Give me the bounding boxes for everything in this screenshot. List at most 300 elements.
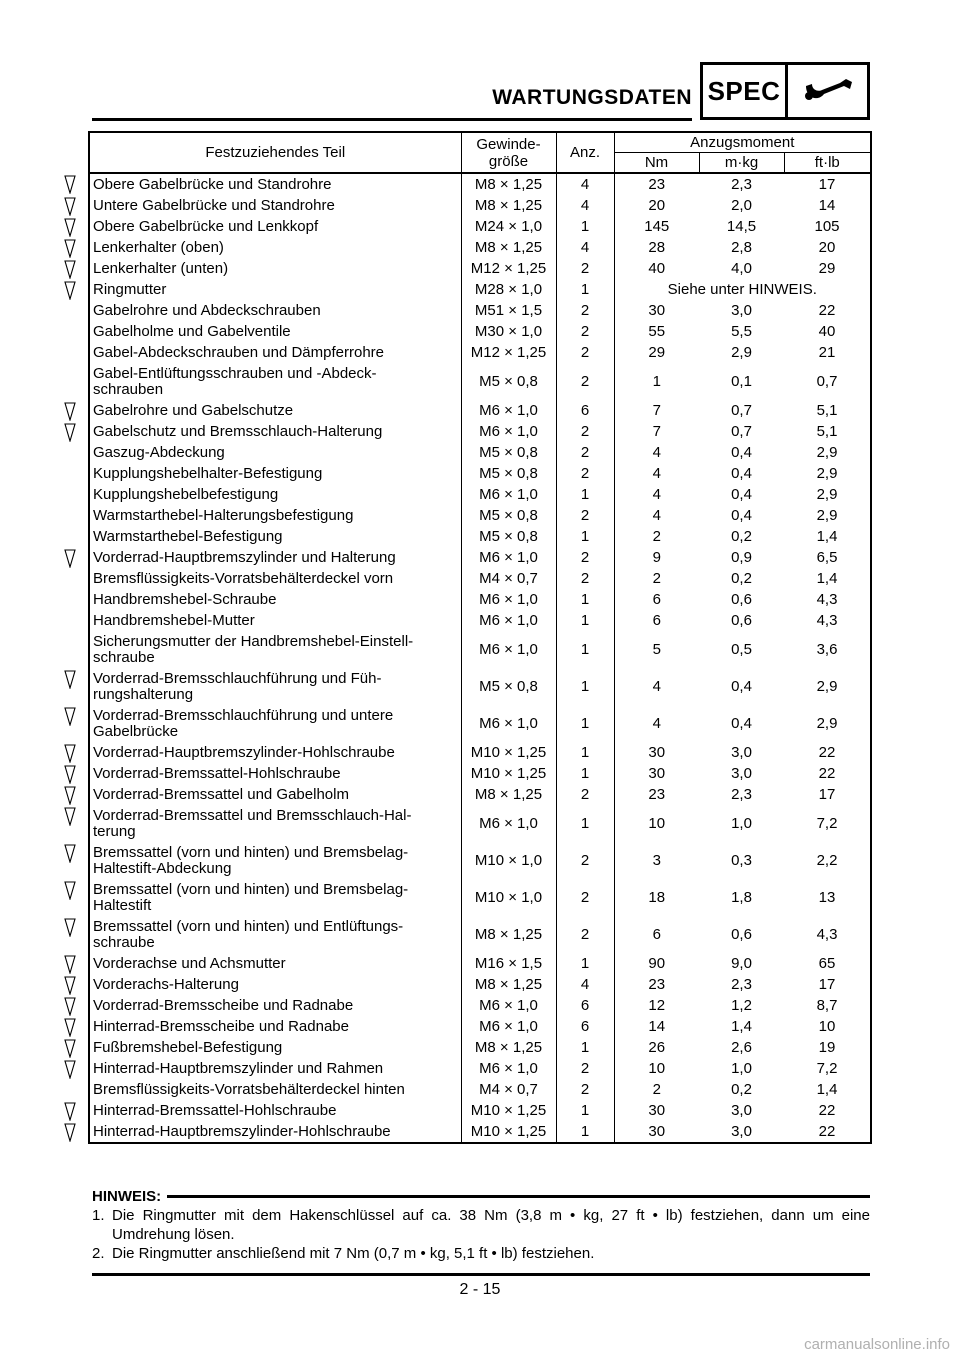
spec-badge <box>700 62 870 120</box>
table-row <box>89 526 871 547</box>
table-row <box>89 216 871 237</box>
thread-size: M5 × 0,8 <box>461 442 556 463</box>
quantity: 4 <box>556 195 614 216</box>
thread-size: M8 × 1,25 <box>461 974 556 995</box>
torque-nm: 2 <box>652 1080 661 1098</box>
table-row <box>89 505 871 526</box>
torque-mkg: 0,2 <box>731 527 752 545</box>
hinweis-header <box>92 1187 870 1206</box>
footer-rule <box>92 1273 870 1276</box>
thread-size: M5 × 0,8 <box>461 463 556 484</box>
part-name: Bremssattel (vorn und hinten) und Bremsbelag- Haltestift-Abdeckung <box>89 842 461 879</box>
torque-ftlb: 2,9 <box>816 485 838 503</box>
header-qty: Anz. <box>556 132 614 173</box>
quantity: 1 <box>556 216 614 237</box>
locktite-triangle-icon <box>58 175 88 195</box>
torque-mkg: 2,0 <box>731 196 752 214</box>
torque-ftlb: 2,9 <box>816 464 838 482</box>
torque-table <box>88 131 872 1144</box>
torque-nm: 14 <box>648 1017 666 1035</box>
torque-mkg: 0,5 <box>731 640 752 658</box>
thread-size: M6 × 1,0 <box>461 421 556 442</box>
part-name: Gabelholme und Gabelventile <box>89 321 461 342</box>
thread-size: M6 × 1,0 <box>461 589 556 610</box>
thread-size: M8 × 1,25 <box>461 784 556 805</box>
wrench-icon <box>788 65 867 117</box>
part-name: Handbremshebel-Schraube <box>89 589 461 610</box>
torque-mkg: 3,0 <box>731 301 752 319</box>
locktite-triangle-icon <box>58 955 88 975</box>
thread-size: M6 × 1,0 <box>461 547 556 568</box>
table-row <box>89 1037 871 1058</box>
table-row <box>89 1058 871 1079</box>
quantity: 2 <box>556 505 614 526</box>
torque-mkg: 0,4 <box>731 464 752 482</box>
torque-ftlb: 22 <box>818 1122 836 1140</box>
locktite-triangle-icon <box>58 260 88 280</box>
quantity: 2 <box>556 363 614 400</box>
torque-mkg: 2,9 <box>731 343 752 361</box>
table-row <box>89 742 871 763</box>
thread-size: M6 × 1,0 <box>461 805 556 842</box>
torque-nm: 90 <box>648 954 666 972</box>
torque-nm: 30 <box>648 1122 666 1140</box>
torque-nm: 4 <box>652 714 661 732</box>
note-number: 2. <box>92 1245 105 1262</box>
table-row <box>89 442 871 463</box>
part-name: Handbremshebel-Mutter <box>89 610 461 631</box>
torque-nm: 30 <box>648 301 666 319</box>
table-row <box>89 805 871 842</box>
torque-ftlb: 10 <box>818 1017 836 1035</box>
table-row <box>89 195 871 216</box>
thread-size: M10 × 1,25 <box>461 742 556 763</box>
torque-mkg: 5,5 <box>731 322 752 340</box>
part-name: Lenkerhalter (oben) <box>89 237 461 258</box>
torque-ftlb: 4,3 <box>816 611 838 629</box>
part-name: Hinterrad-Bremsscheibe und Radnabe <box>89 1016 461 1037</box>
thread-size: M6 × 1,0 <box>461 995 556 1016</box>
part-name: Vorderrad-Bremssattel und Gabelholm <box>89 784 461 805</box>
torque-mkg: 1,8 <box>731 888 752 906</box>
part-name: Bremssattel (vorn und hinten) und Bremsbelag- Haltestift <box>89 879 461 916</box>
table-row <box>89 879 871 916</box>
torque-nm: 4 <box>652 443 661 461</box>
thread-size: M8 × 1,25 <box>461 1037 556 1058</box>
watermark: carmanualsonline.info <box>804 1336 950 1353</box>
part-name: Sicherungsmutter der Handbremshebel-Einstell- schraube <box>89 631 461 668</box>
quantity: 1 <box>556 631 614 668</box>
table-row <box>89 421 871 442</box>
thread-size: M8 × 1,25 <box>461 916 556 953</box>
torque-mkg: 2,3 <box>731 175 752 193</box>
quantity: 6 <box>556 400 614 421</box>
part-name: Bremsflüssigkeits-Vorratsbehälterdeckel vorn <box>89 568 461 589</box>
part-name: Obere Gabelbrücke und Standrohre <box>89 173 461 195</box>
hinweis-rule <box>167 1195 870 1198</box>
torque-ftlb: 17 <box>818 175 836 193</box>
table-row <box>89 842 871 879</box>
torque-mkg: 4,0 <box>731 259 752 277</box>
part-name: Fußbremshebel-Befestigung <box>89 1037 461 1058</box>
quantity: 6 <box>556 995 614 1016</box>
torque-ftlb: 4,3 <box>816 590 838 608</box>
table-row <box>89 1079 871 1100</box>
torque-mkg: 2,8 <box>731 238 752 256</box>
quantity: 2 <box>556 916 614 953</box>
quantity: 2 <box>556 784 614 805</box>
torque-nm: 6 <box>652 590 661 608</box>
thread-size: M8 × 1,25 <box>461 237 556 258</box>
page-header <box>92 62 870 122</box>
locktite-triangle-icon <box>58 218 88 238</box>
torque-mkg: 0,3 <box>731 851 752 869</box>
torque-ftlb: 1,4 <box>816 1080 838 1098</box>
table-row <box>89 631 871 668</box>
quantity: 1 <box>556 1100 614 1121</box>
torque-ftlb: 1,4 <box>816 527 838 545</box>
part-name: Vorderrad-Bremssattel-Hohlschraube <box>89 763 461 784</box>
thread-size: M24 × 1,0 <box>461 216 556 237</box>
page-number: 2 - 15 <box>459 1281 501 1298</box>
torque-mkg: 0,2 <box>731 569 752 587</box>
table-row <box>89 610 871 631</box>
thread-size: M51 × 1,5 <box>461 300 556 321</box>
torque-mkg: 2,6 <box>731 1038 752 1056</box>
torque-mkg: 1,4 <box>731 1017 752 1035</box>
torque-mkg: 0,4 <box>731 714 752 732</box>
note-item <box>92 1206 870 1244</box>
quantity: 1 <box>556 742 614 763</box>
quantity: 4 <box>556 237 614 258</box>
table-row <box>89 1100 871 1121</box>
part-name: Untere Gabelbrücke und Standrohre <box>89 195 461 216</box>
table-row <box>89 547 871 568</box>
torque-ftlb: 22 <box>818 1101 836 1119</box>
table-row <box>89 321 871 342</box>
quantity: 1 <box>556 610 614 631</box>
torque-nm: 2 <box>652 569 661 587</box>
part-name: Lenkerhalter (unten) <box>89 258 461 279</box>
locktite-triangle-icon <box>58 281 88 301</box>
table-row <box>89 1121 871 1143</box>
torque-mkg: 0,4 <box>731 443 752 461</box>
torque-nm: 30 <box>648 1101 666 1119</box>
torque-ftlb: 14 <box>818 196 836 214</box>
header-mkg: m·kg <box>699 153 784 174</box>
torque-nm: 6 <box>652 925 661 943</box>
torque-ftlb: 22 <box>818 743 836 761</box>
part-name: Vorderachs-Halterung <box>89 974 461 995</box>
thread-size: M5 × 0,8 <box>461 505 556 526</box>
part-name: Kupplungshebelhalter-Befestigung <box>89 463 461 484</box>
torque-ftlb: 13 <box>818 888 836 906</box>
locktite-triangle-icon <box>58 423 88 443</box>
torque-nm: 55 <box>648 322 666 340</box>
part-name: Vorderrad-Hauptbremszylinder und Halterung <box>89 547 461 568</box>
locktite-triangle-icon <box>58 744 88 764</box>
torque-ftlb: 7,2 <box>816 814 838 832</box>
thread-size: M6 × 1,0 <box>461 631 556 668</box>
quantity: 2 <box>556 342 614 363</box>
torque-mkg: 0,4 <box>731 485 752 503</box>
torque-mkg: 1,0 <box>731 1059 752 1077</box>
torque-nm: 7 <box>652 422 661 440</box>
part-name: Vorderrad-Bremsschlauchführung und Füh- rungshalterung <box>89 668 461 705</box>
note-number: 1. <box>92 1207 105 1224</box>
torque-nm: 40 <box>648 259 666 277</box>
thread-size: M6 × 1,0 <box>461 400 556 421</box>
part-name: Warmstarthebel-Befestigung <box>89 526 461 547</box>
locktite-triangle-icon <box>58 1039 88 1059</box>
locktite-triangle-icon <box>58 239 88 259</box>
part-name: Vorderrad-Bremsscheibe und Radnabe <box>89 995 461 1016</box>
quantity: 2 <box>556 1058 614 1079</box>
thread-size: M6 × 1,0 <box>461 1016 556 1037</box>
torque-table-wrap <box>88 131 870 1144</box>
header-part: Festzuziehendes Teil <box>89 132 461 173</box>
torque-nm: 23 <box>648 785 666 803</box>
torque-nm: 1 <box>652 372 661 390</box>
torque-mkg: 0,9 <box>731 548 752 566</box>
header-ftlb: ft·lb <box>784 153 871 174</box>
torque-ftlb: 2,9 <box>816 677 838 695</box>
part-name: Bremssattel (vorn und hinten) und Entlüftungs- schraube <box>89 916 461 953</box>
table-row <box>89 279 871 300</box>
torque-ftlb: 40 <box>818 322 836 340</box>
thread-size: M6 × 1,0 <box>461 610 556 631</box>
torque-mkg: 0,6 <box>731 590 752 608</box>
locktite-triangle-icon <box>58 881 88 901</box>
table-row <box>89 974 871 995</box>
part-name: Bremsflüssigkeits-Vorratsbehälterdeckel hinten <box>89 1079 461 1100</box>
part-name: Gabel-Entlüftungsschrauben und -Abdeck- schrauben <box>89 363 461 400</box>
quantity: 2 <box>556 321 614 342</box>
part-name: Vorderrad-Bremssattel und Bremsschlauch-Hal- terung <box>89 805 461 842</box>
torque-note: Siehe unter HINWEIS. <box>667 280 817 298</box>
torque-mkg: 0,6 <box>731 925 752 943</box>
torque-ftlb: 105 <box>814 217 840 235</box>
part-name: Gabelrohre und Abdeckschrauben <box>89 300 461 321</box>
quantity: 2 <box>556 442 614 463</box>
torque-ftlb: 2,9 <box>816 506 838 524</box>
thread-size: M30 × 1,0 <box>461 321 556 342</box>
torque-mkg: 1,2 <box>731 996 752 1014</box>
locktite-triangle-icon <box>58 765 88 785</box>
quantity: 1 <box>556 279 614 300</box>
table-row <box>89 705 871 742</box>
torque-nm: 23 <box>648 975 666 993</box>
header-torque: Anzugsmoment <box>614 132 871 153</box>
torque-ftlb: 22 <box>818 301 836 319</box>
torque-mkg: 0,7 <box>731 401 752 419</box>
thread-size: M28 × 1,0 <box>461 279 556 300</box>
part-name: Vorderachse und Achsmutter <box>89 953 461 974</box>
torque-mkg: 1,0 <box>731 814 752 832</box>
torque-nm: 6 <box>652 611 661 629</box>
part-name: Vorderrad-Hauptbremszylinder-Hohlschraube <box>89 742 461 763</box>
table-row <box>89 784 871 805</box>
thread-size: M5 × 0,8 <box>461 363 556 400</box>
quantity: 1 <box>556 763 614 784</box>
torque-nm: 3 <box>652 851 661 869</box>
note-text: Die Ringmutter mit dem Hakenschlüssel auf ca. 38 Nm (3,8 m • kg, 27 ft • lb) festziehen, dann um eine Umdrehung lösen. <box>112 1207 870 1243</box>
thread-size: M16 × 1,5 <box>461 953 556 974</box>
table-row <box>89 258 871 279</box>
table-body <box>89 173 871 1143</box>
locktite-triangle-icon <box>58 197 88 217</box>
part-name: Hinterrad-Hauptbremszylinder-Hohlschraube <box>89 1121 461 1143</box>
thread-size: M6 × 1,0 <box>461 705 556 742</box>
torque-ftlb: 17 <box>818 975 836 993</box>
thread-size: M10 × 1,25 <box>461 1100 556 1121</box>
part-name: Gabelrohre und Gabelschutze <box>89 400 461 421</box>
note-text: Die Ringmutter anschließend mit 7 Nm (0,7 m • kg, 5,1 ft • lb) festziehen. <box>112 1245 595 1262</box>
quantity: 1 <box>556 1037 614 1058</box>
locktite-triangle-icon <box>58 786 88 806</box>
locktite-triangle-icon <box>58 918 88 938</box>
quantity: 4 <box>556 173 614 195</box>
locktite-triangle-icon <box>58 402 88 422</box>
quantity: 2 <box>556 463 614 484</box>
torque-mkg: 3,0 <box>731 1122 752 1140</box>
table-row <box>89 363 871 400</box>
table-row <box>89 484 871 505</box>
torque-mkg: 2,3 <box>731 975 752 993</box>
hinweis-section <box>92 1187 870 1263</box>
quantity: 1 <box>556 589 614 610</box>
quantity: 1 <box>556 1121 614 1143</box>
torque-nm: 7 <box>652 401 661 419</box>
thread-size: M4 × 0,7 <box>461 568 556 589</box>
quantity: 2 <box>556 842 614 879</box>
thread-size: M6 × 1,0 <box>461 1058 556 1079</box>
torque-mkg: 0,1 <box>731 372 752 390</box>
locktite-triangle-icon <box>58 1123 88 1143</box>
quantity: 1 <box>556 526 614 547</box>
table-row <box>89 463 871 484</box>
locktite-triangle-icon <box>58 670 88 690</box>
quantity: 6 <box>556 1016 614 1037</box>
torque-ftlb: 5,1 <box>816 401 838 419</box>
hinweis-title: HINWEIS: <box>92 1188 162 1205</box>
torque-ftlb: 2,2 <box>816 851 838 869</box>
locktite-triangle-icon <box>58 549 88 569</box>
thread-size: M12 × 1,25 <box>461 342 556 363</box>
quantity: 1 <box>556 484 614 505</box>
locktite-triangle-icon <box>58 1060 88 1080</box>
torque-nm: 26 <box>648 1038 666 1056</box>
torque-ftlb: 5,1 <box>816 422 838 440</box>
torque-nm: 2 <box>652 527 661 545</box>
torque-nm: 145 <box>644 217 670 235</box>
part-name: Vorderrad-Bremsschlauchführung und untere Gabelbrücke <box>89 705 461 742</box>
quantity: 4 <box>556 974 614 995</box>
torque-ftlb: 2,9 <box>816 443 838 461</box>
table-row <box>89 568 871 589</box>
table-row <box>89 589 871 610</box>
thread-size: M4 × 0,7 <box>461 1079 556 1100</box>
torque-ftlb: 2,9 <box>816 714 838 732</box>
thread-size: M10 × 1,0 <box>461 879 556 916</box>
table-row <box>89 1016 871 1037</box>
table-row <box>89 953 871 974</box>
torque-ftlb: 17 <box>818 785 836 803</box>
table-row <box>89 400 871 421</box>
locktite-triangle-icon <box>58 1018 88 1038</box>
torque-mkg: 0,4 <box>731 506 752 524</box>
quantity: 2 <box>556 1079 614 1100</box>
torque-nm: 18 <box>648 888 666 906</box>
header-nm: Nm <box>614 153 699 174</box>
quantity: 1 <box>556 953 614 974</box>
spec-label: SPEC <box>703 65 788 117</box>
table-row <box>89 173 871 195</box>
locktite-triangle-icon <box>58 807 88 827</box>
torque-nm: 10 <box>648 1059 666 1077</box>
thread-size: M5 × 0,8 <box>461 668 556 705</box>
torque-nm: 30 <box>648 764 666 782</box>
torque-ftlb: 20 <box>818 238 836 256</box>
part-name: Obere Gabelbrücke und Lenkkopf <box>89 216 461 237</box>
quantity: 2 <box>556 258 614 279</box>
locktite-triangle-icon <box>58 976 88 996</box>
part-name: Gabel-Abdeckschrauben und Dämpferrohre <box>89 342 461 363</box>
torque-mkg: 14,5 <box>726 217 757 235</box>
thread-size: M10 × 1,0 <box>461 842 556 879</box>
thread-size: M10 × 1,25 <box>461 1121 556 1143</box>
torque-ftlb: 21 <box>818 343 836 361</box>
quantity: 1 <box>556 805 614 842</box>
table-row <box>89 342 871 363</box>
thread-size: M12 × 1,25 <box>461 258 556 279</box>
torque-ftlb: 29 <box>818 259 836 277</box>
torque-nm: 5 <box>652 640 661 658</box>
torque-nm: 4 <box>652 506 661 524</box>
torque-nm: 20 <box>648 196 666 214</box>
quantity: 2 <box>556 568 614 589</box>
table-row <box>89 763 871 784</box>
torque-mkg: 9,0 <box>731 954 752 972</box>
quantity: 2 <box>556 879 614 916</box>
torque-ftlb: 6,5 <box>816 548 838 566</box>
torque-nm: 9 <box>652 548 661 566</box>
part-name: Hinterrad-Hauptbremszylinder und Rahmen <box>89 1058 461 1079</box>
torque-nm: 23 <box>648 175 666 193</box>
thread-size: M8 × 1,25 <box>461 195 556 216</box>
locktite-triangle-icon <box>58 1102 88 1122</box>
quantity: 2 <box>556 547 614 568</box>
part-name: Ringmutter <box>89 279 461 300</box>
torque-ftlb: 22 <box>818 764 836 782</box>
thread-size: M6 × 1,0 <box>461 484 556 505</box>
locktite-triangle-icon <box>58 844 88 864</box>
locktite-triangle-icon <box>58 707 88 727</box>
torque-ftlb: 65 <box>818 954 836 972</box>
torque-mkg: 2,3 <box>731 785 752 803</box>
torque-nm: 10 <box>648 814 666 832</box>
locktite-triangle-icon <box>58 997 88 1017</box>
torque-mkg: 3,0 <box>731 764 752 782</box>
torque-mkg: 0,2 <box>731 1080 752 1098</box>
torque-nm: 28 <box>648 238 666 256</box>
table-row <box>89 237 871 258</box>
part-name: Hinterrad-Bremssattel-Hohlschraube <box>89 1100 461 1121</box>
torque-mkg: 0,7 <box>731 422 752 440</box>
torque-mkg: 0,6 <box>731 611 752 629</box>
torque-mkg: 3,0 <box>731 743 752 761</box>
table-row <box>89 668 871 705</box>
